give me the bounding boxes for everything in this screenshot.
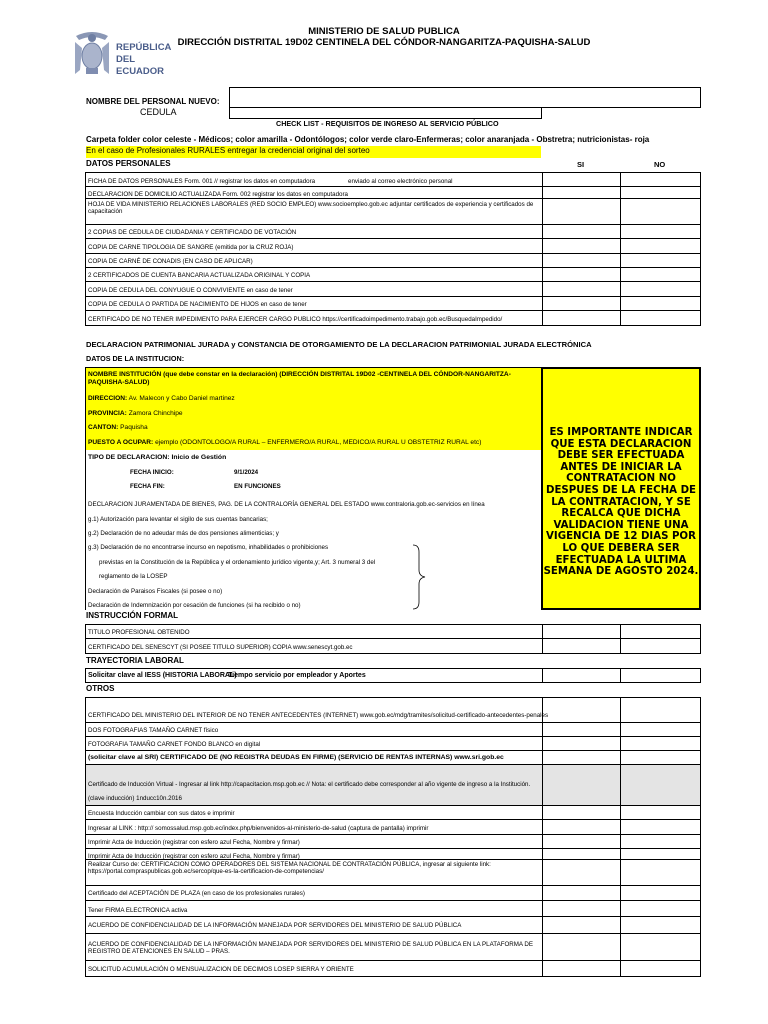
checklist-row — [85, 268, 701, 282]
declaracion-line: Declaración de Indemnización por cesación de funciones (si ha recibido o no) — [88, 602, 301, 609]
rural-note: En el caso de Profesionales RURALES entregar la credencial original del sorteo — [86, 146, 541, 158]
checklist-row — [85, 668, 701, 683]
trayectoria-title: TRAYECTORIA LABORAL — [86, 656, 184, 665]
checklist-row — [85, 737, 701, 751]
datos-institucion-label: DATOS DE LA INSTITUCION: — [86, 354, 185, 363]
row-text: CERTIFICADO DE NO TENER IMPEDIMENTO PARA EJERCER CARGO PUBLICO https://certificadoimpedimento.trabajo.gob.ec/BusquedaImpedido/ — [88, 316, 503, 323]
checklist-row — [85, 697, 701, 723]
logo-text-line2: DEL ECUADOR — [116, 54, 165, 77]
row-text: Imprimir Acta de Inducción (registrar con esfero azul Fecha, Nombre y firmar) — [88, 839, 300, 846]
checklist-row — [85, 624, 701, 639]
row-text: FOTOGRAFIA TAMAÑO CARNET FONDO BLANCO en digital — [88, 741, 261, 748]
row-text: SOLICITUD ACUMULACIÓN O MENSUALIZACION DE DECIMOS LOSEP SIERRA Y ORIENTE — [88, 966, 354, 973]
ministry-title: MINISTERIO DE SALUD PUBLICA — [308, 26, 460, 37]
canton-label: CANTON: — [88, 424, 119, 431]
puesto-value: ejemplo (ODONTOLOGO/A RURAL – ENFERMERO/A RURAL, MEDICO/A RURAL U OBSTETRIZ RURAL etc) — [155, 439, 482, 446]
row-text-cont: REGISTRO DE ATENCIONES EN SALUD – PRAS. — [88, 948, 230, 955]
checklist-row — [85, 849, 701, 860]
brace-icon — [411, 544, 431, 610]
otros-title: OTROS — [86, 684, 115, 693]
row-text-cont: https://portal.compraspublicas.gob.ec/sercop/que-es-la-certificacion-de-competencias/ — [88, 868, 324, 875]
provincia-label: PROVINCIA: — [88, 410, 127, 417]
checklist-row — [85, 297, 701, 311]
declaracion-line: reglamento de la LOSEP — [99, 573, 168, 580]
row-text: Tener FIRMA ELECTRONICA activa — [88, 907, 188, 914]
checklist-row — [85, 835, 701, 849]
checklist-row — [85, 282, 701, 297]
fecha-fin-label: FECHA FIN: — [130, 483, 165, 490]
row-text: Imprimir Acta de Inducción (registrar con esfero azul Fecha, Nombre y firmar) — [88, 853, 300, 860]
nombre-label: NOMBRE DEL PERSONAL NUEVO: — [86, 97, 220, 106]
row-text: Ingresar al LINK : http:// somossalud.msp.gob.ec/index.php/bienvenidos-al-ministerio-de-salud (captura de pantalla) imprimir — [88, 825, 429, 832]
row-text: DOS FOTOGRAFIAS TAMAÑO CARNET físico — [88, 727, 219, 734]
important-notice-text: ES IMPORTANTE INDICAR QUE ESTA DECLARACION DEBE SER EFECTUADA ANTES DE INICIAR LA CONTRATACION NO DESPUES DE LA FECHA DE LA CONTRATACION, Y SE RECALCA QUE DICHA VALIDACION TIENE UNA VIGENCIA DE 12 DIAS POR LO QUE DEBERA SER EFECTUADA LA ULTIMA SEMANA DE AGOSTO 2024. — [543, 427, 699, 578]
checklist-row — [85, 765, 701, 806]
fecha-inicio-value: 9/1/2024 — [234, 469, 259, 476]
row-text: COPIA DE CEDULA O PARTIDA DE NACIMIENTO DE HIJOS en caso de tener — [88, 301, 307, 308]
checklist-row — [85, 187, 701, 199]
row-text: COPIA DE CARNE TIPOLOGIA DE SANGRE (emitida por la CRUZ ROJA) — [88, 244, 294, 251]
declaracion-line: g.1) Autorización para levantar el sigilo de sus cuentas bancarias; — [88, 516, 268, 523]
instruccion-title: INSTRUCCIÓN FORMAL — [86, 611, 178, 620]
checklist-row — [85, 961, 701, 977]
checklist-row — [85, 886, 701, 901]
no-header: NO — [654, 160, 666, 169]
row-extra: enviado al correo electrónico personal — [348, 178, 453, 185]
row-text: COPIA DE CARNÉ DE CONADIS (EN CASO DE APLICAR) — [88, 258, 253, 265]
checklist-title: CHECK LIST - REQUISITOS DE INGRESO AL SERVICIO PÚBLICO — [276, 119, 499, 128]
checklist-row — [85, 751, 701, 765]
row-text-cont: capacitación — [88, 208, 123, 215]
row-text: FICHA DE DATOS PERSONALES Form. 001 // registrar los datos en computadora — [88, 178, 316, 185]
declaracion-line: previstas en la Constitución de la República y el ordenamiento jurídico vigente,y; Art. 3 numeral 3 del — [99, 559, 376, 566]
row-text: DECLARACION DE DOMICILIO ACTUALIZADA Form. 002 registrar los datos en computadora — [88, 191, 348, 198]
row-text: 2 COPIAS DE CEDULA DE CIUDADANIA Y CERTIFICADO DE VOTACIÓN — [88, 229, 297, 236]
direccion-label: DIRECCION: — [88, 395, 128, 402]
checklist-row — [85, 639, 701, 654]
row-text: CERTIFICADO DEL SENESCYT (SI POSEE TITULO SUPERIOR) COPIA www.senescyt.gob.ec — [88, 644, 353, 651]
checklist-row — [85, 172, 701, 187]
declaracion-line: g.2) Declaración de no adeudar más de dos pensiones alimenticias; y — [88, 530, 279, 537]
declaracion-line: DECLARACION JURAMENTADA DE BIENES, PAG. DE LA CONTRALORÍA GENERAL DEL ESTADO www.contraloria.gob.ec-servicios en línea — [88, 501, 485, 508]
checklist-row — [85, 820, 701, 835]
row-text: TITULO PROFESIONAL OBTENIDO — [88, 629, 190, 636]
tipo-value: Inicio de Gestión — [171, 454, 227, 461]
puesto-label: PUESTO A OCUPAR: — [88, 439, 154, 446]
cedula-label: CEDULA — [140, 107, 177, 117]
canton-value: Paquisha — [120, 424, 148, 431]
row-text: Encuesta Inducción cambiar con sus datos e imprimir — [88, 810, 235, 817]
row-text: Certificado de Inducción Virtual - Ingresar al link http://capacitacion.msp.gob.ec // Nota: el certificado debe corresponder al año vigente de ingreso a la Institución. — [88, 781, 531, 788]
row-text: Solicitar clave al IESS (HISTORIA LABORAL) — [88, 672, 237, 679]
checklist-row — [85, 934, 701, 961]
row-text: ACUERDO DE CONFIDENCIALIDAD DE LA INFORMACIÓN MANEJADA POR SERVIDORES DEL MINISTERIO DE SALUD PÚBLICA — [88, 922, 462, 929]
nombre-institucion: NOMBRE INSTITUCIÓN (que debe constar en la declaración) (DIRECCIÓN DISTRITAL 19D02 -CENTINELA DEL CÓNDOR-NANGARITZA- — [88, 371, 511, 378]
checklist-row — [85, 239, 701, 254]
tipo-label: TIPO DE DECLARACION: — [88, 454, 170, 461]
row-text: ACUERDO DE CONFIDENCIALIDAD DE LA INFORMACIÓN MANEJADA POR SERVIDORES DEL MINISTERIO DE SALUD PÚBLICA EN LA PLATAFORMA DE — [88, 941, 534, 948]
cedula-field[interactable] — [229, 107, 542, 119]
nombre-institucion-cont: PAQUISHA-SALUD) — [88, 379, 150, 386]
folder-note: Carpeta folder color celeste - Médicos; color amarilla - Odontólogos; color verde claro-Enfermeras; color anaranjada - Obstretra; nutricionistas- roja — [86, 135, 650, 144]
checklist-row — [85, 806, 701, 820]
row-text: Realizar Curso de: CERTIFICACION COMO OPERADORES DEL SISTEMA NACIONAL DE CONTRATACIÓN PÚBLICA, ingresar al siguiente link: — [88, 861, 491, 868]
checklist-row — [85, 901, 701, 917]
checklist-row — [85, 199, 701, 225]
row-text: Certificado del ACEPTACIÓN DE PLAZA (en caso de los profesionales rurales) — [88, 890, 305, 897]
fecha-inicio-label: FECHA INICIO: — [130, 469, 174, 476]
fecha-fin-value: EN FUNCIONES — [234, 483, 281, 490]
nombre-field[interactable] — [229, 87, 701, 108]
institution-block — [85, 367, 541, 610]
checklist-row — [85, 254, 701, 268]
checklist-row — [85, 860, 701, 886]
row-text: HOJA DE VIDA MINISTERIO RELACIONES LABORALES (RED SOCIO EMPLEO) www.socioempleo.gob.ec adjuntar certificados de experiencia y certificados de — [88, 201, 534, 208]
row-text: 2 CERTIFICADOS DE CUENTA BANCARIA ACTUALIZADA ORIGINAL Y COPIA — [88, 272, 311, 279]
declaracion-title: DECLARACION PATRIMONIAL JURADA y CONSTANCIA DE OTORGAMIENTO DE LA DECLARACION PATRIMONIAL JURADA ELECTRÓNICA — [86, 340, 592, 349]
declaracion-line: Declaración de Paraisos Fiscales (si posee o no) — [88, 588, 223, 595]
direction-title: DIRECCIÓN DISTRITAL 19D02 CENTINELA DEL CÓNDOR-NANGARITZA-PAQUISHA-SALUD — [177, 37, 591, 48]
row-text: (solicitar clave al SRI) CERTIFICADO DE (NO REGISTRA DEUDAS EN FIRME) (SERVICIO DE RENTAS INTERNAS) www.sri.gob.ec — [88, 754, 504, 761]
row-text-cont: (clave inducción) 1nducc10n.2016 — [88, 795, 182, 802]
direccion-value: Av. Malecon y Cabo Daniel martinez — [128, 395, 235, 402]
checklist-row — [85, 917, 701, 934]
declaracion-line: g.3) Declaración de no encontrarse incurso en nepotismo, inhabilidades o prohibiciones — [88, 544, 329, 551]
checklist-row — [85, 225, 701, 239]
datos-personales-title: DATOS PERSONALES — [86, 159, 171, 168]
checklist-row — [85, 311, 701, 326]
row-text: COPIA DE CEDULA DEL CONYUGUE O CONVIVIENTE en caso de tener — [88, 287, 293, 294]
logo-text-line1: REPÚBLICA — [116, 42, 172, 53]
provincia-value: Zamora Chinchipe — [128, 410, 183, 417]
row-text: CERTIFICADO DEL MINISTERIO DEL INTERIOR DE NO TENER ANTECEDENTES (INTERNET) www.gob.ec/mdg/tramites/solicitud-certificado-antecedentes-penales — [88, 712, 549, 719]
checklist-row — [85, 723, 701, 737]
important-notice — [541, 367, 701, 610]
row-text-b: Tiempo servicio por empleador y Aportes — [228, 672, 366, 679]
si-header: SI — [577, 160, 585, 169]
